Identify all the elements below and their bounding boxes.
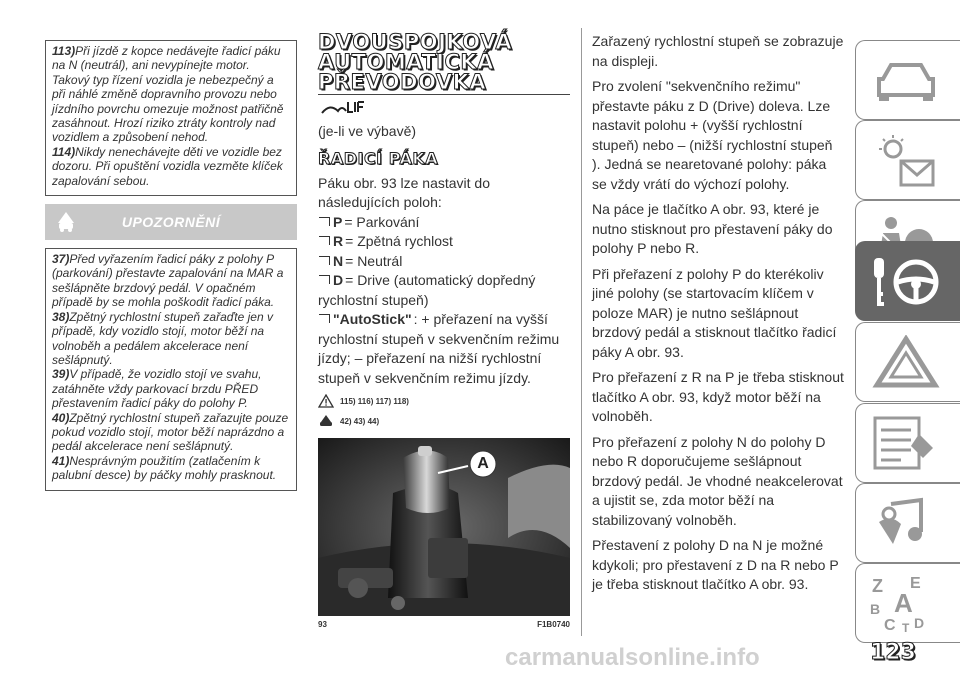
section-heading: ŘADICÍ PÁKA xyxy=(318,148,439,168)
svg-text:C: C xyxy=(884,617,896,634)
middle-column xyxy=(318,32,570,629)
danger-references: 115) 116) 117) 118) xyxy=(318,394,570,408)
svg-text:T: T xyxy=(902,621,910,635)
callout-label-a: A xyxy=(477,455,489,472)
svg-text:E: E xyxy=(910,575,921,592)
checkbox-icon xyxy=(319,275,330,284)
tab-index[interactable] xyxy=(855,563,960,643)
service-checklist-icon xyxy=(871,414,941,474)
option-r: R = Zpětná rychlost xyxy=(318,232,570,252)
chapter-title: DVOUSPOJKOVÁ AUTOMATICKÁ PŘEVODOVKA xyxy=(318,30,513,94)
svg-text:A: A xyxy=(894,588,913,618)
equipment-key-icon xyxy=(320,99,366,115)
column-divider xyxy=(581,28,582,636)
availability-note: (je-li ve výbavě) xyxy=(318,123,417,139)
tab-starting-driving[interactable] xyxy=(855,241,960,321)
warning-title: UPOZORNĚNÍ xyxy=(121,214,221,231)
paragraph-1: Zařazený rychlostní stupeň se zobrazuje na displeji. xyxy=(592,33,844,69)
hazard-triangle-icon xyxy=(871,335,941,390)
gear-lever-photo xyxy=(318,438,570,616)
checkbox-icon xyxy=(319,236,330,245)
tab-dashboard-lights[interactable] xyxy=(855,120,960,200)
warning-38: 38)Zpětný rychlostní stupeň zařaďte jen v případě, kdy vozidlo stojí, motor běží na volnoběh a pedálem akcelerace není sešlápnutý. xyxy=(52,309,273,367)
warning-37: 37)Před vyřazením řadicí páky z polohy P (parkování) přestavte zapalování na MAR a sešlápněte brzdový pedál. V opačném případě by se mohla poškodit řadicí páka. xyxy=(52,252,284,310)
multimedia-icon xyxy=(871,494,941,554)
warning-40: 40)Zpětný rychlostní stupeň zařazujte pouze pokud vozidlo stojí, motor běží naprázdno a pedál akcelerace není sešlápnutý. xyxy=(52,410,289,454)
right-column xyxy=(592,32,844,601)
gear-lever-illustration xyxy=(318,438,570,616)
figure-number: 93 xyxy=(318,620,327,629)
title-rule xyxy=(318,94,570,95)
option-d: D = Drive (automatický dopředný rychlostní stupeň) xyxy=(318,272,536,308)
car-front-icon xyxy=(871,55,941,105)
warning-lights-icon xyxy=(871,133,941,188)
intro-text: Páku obr. 93 lze nastavit do následujících poloh: xyxy=(318,174,490,210)
page-number: 123 xyxy=(870,640,916,665)
danger-notes-box xyxy=(45,40,297,196)
figure-code: F1B0740 xyxy=(537,620,570,629)
checkbox-icon xyxy=(319,256,330,265)
paragraph-3: Na páce je tlačítko A obr. 93, které je nutno stisknout pro přestavení páky do polohy P nebo R. xyxy=(592,201,833,256)
car-warning-icon xyxy=(318,414,334,428)
alphabet-index-icon xyxy=(866,570,946,636)
note-114: 114)Nikdy nenechávejte děti ve vozidle bez dozoru. Při opuštění vozidla vezměte klíček zapalování sebou. xyxy=(52,144,283,188)
warning-header xyxy=(45,204,297,240)
checkbox-icon xyxy=(319,217,330,226)
paragraph-7: Přestavení z polohy D na N je možné kdykoli; pro přestavení z D na R nebo P je třeba stisknout tlačítko A obr. 93. xyxy=(592,537,839,592)
tab-vehicle-overview[interactable] xyxy=(855,40,960,120)
tab-maintenance[interactable] xyxy=(855,403,960,483)
option-autostick: "AutoStick" : + přeřazení na vyšší rychlostní stupeň v sekvenčním režimu jízdy; – přeřazení na nižší rychlostní stupeň v sekvenčním režimu jízdy. xyxy=(318,311,560,386)
option-p: P = Parkování xyxy=(318,213,570,233)
warning-39: 39)V případě, že vozidlo stojí ve svahu, zatáhněte vždy parkovací brzdu PŘED přestavením řadicí páky do polohy P. xyxy=(52,367,262,411)
gear-options-list xyxy=(318,213,570,389)
svg-text:Z: Z xyxy=(872,576,883,596)
paragraph-6: Pro přeřazení z polohy N do polohy D nebo R doporučujeme sešlápnout brzdový pedál. Je vhodné neakcelerovat a ujistit se, zda motor běží na stabilizovaný volnoběh. xyxy=(592,433,843,528)
option-n: N = Neutrál xyxy=(318,252,570,272)
paragraph-4: Při přeřazení z polohy P do kterékoliv jiné polohy (se startovacím klíčem v poloze MAR) je nutno sešlápnout brzdový pedál a stisknout tlačítko řadicí páky A obr. 93. xyxy=(592,265,837,360)
key-steering-wheel-icon xyxy=(866,252,946,312)
paragraph-5: Pro přeřazení z R na P je třeba stisknout tlačítko A obr. 93, když motor běží na volnoběh. xyxy=(592,369,844,424)
left-column xyxy=(45,40,297,491)
svg-text:B: B xyxy=(870,601,881,617)
svg-text:D: D xyxy=(914,615,925,631)
paragraph-2: Pro zvolení "sekvenčního režimu" přestavte páku z D (Drive) doleva. Lze nastavit polohu + (vyšší rychlostní stupeň) nebo – (nižší rychlostní stupeň ). Jedná se nearetované polohy: páka se vždy vrátí do výchozí polohy. xyxy=(592,78,833,192)
danger-triangle-icon xyxy=(318,394,334,408)
chapter-tabs xyxy=(855,0,960,678)
checkbox-icon xyxy=(319,314,330,323)
watermark: carmanualsonline.info xyxy=(505,644,760,671)
warning-41: 41)Nesprávným použitím (zatlačením k palubní desce) by páčky mohly prasknout. xyxy=(52,453,277,483)
warning-references: 42) 43) 44) xyxy=(318,414,570,428)
note-113: 113)Při jízdě z kopce nedávejte řadicí páku na N (neutrál), ani nevypínejte motor. Takový typ řízení vozidla je nebezpečný a při náhlé změně dopravního provozu nebo jízdního povrchu omezuje možnost patřičně zasáhnout. Hrozí riziko ztráty kontroly nad vozidlem a způsobení nehod. xyxy=(52,44,284,145)
tab-multimedia[interactable] xyxy=(855,483,960,563)
tab-emergency[interactable] xyxy=(855,322,960,402)
figure-caption xyxy=(318,620,570,629)
warning-notes-box xyxy=(45,248,297,491)
